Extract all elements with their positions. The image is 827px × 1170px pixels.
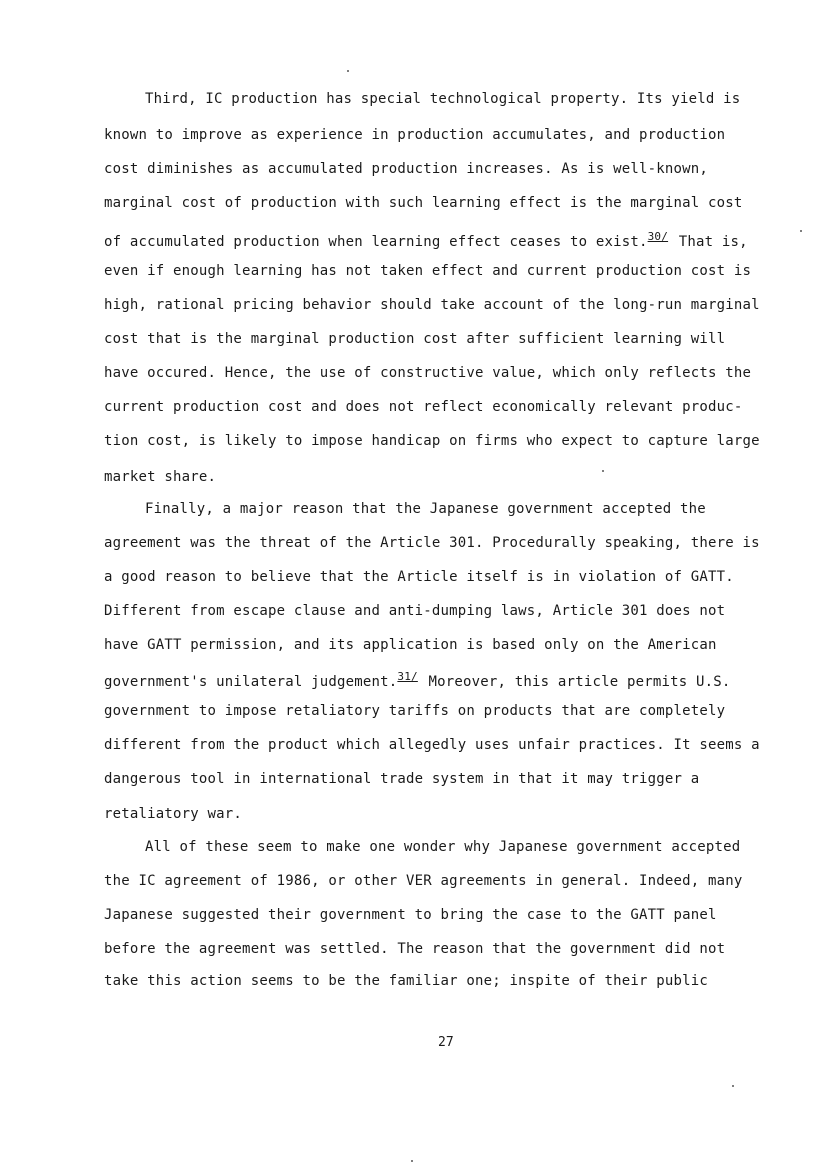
text-line: Japanese suggested their government to bring the case to the GATT panel xyxy=(104,907,717,923)
text-line-with-footnote xyxy=(104,228,748,251)
text-line: dangerous tool in international trade system in that it may trigger a xyxy=(104,771,700,787)
text-line: Third, IC production has special technological property. Its yield is xyxy=(145,91,741,107)
text-line: different from the product which allegedly uses unfair practices. It seems a xyxy=(104,737,760,753)
text-line: marginal cost of production with such learning effect is the marginal cost xyxy=(104,195,743,211)
scan-speck xyxy=(602,470,604,472)
text-line: have GATT permission, and its application is based only on the American xyxy=(104,637,717,653)
text-line: tion cost, is likely to impose handicap on firms who expect to capture large xyxy=(104,433,760,449)
text-line: Different from escape clause and anti-dumping laws, Article 301 does not xyxy=(104,603,726,619)
text-line: market share. xyxy=(104,469,217,485)
text-line: government to impose retaliatory tariffs on products that are completely xyxy=(104,703,726,719)
text-line-with-footnote xyxy=(104,668,731,691)
text-line: a good reason to believe that the Article itself is in violation of GATT. xyxy=(104,569,734,585)
text-segment: That is, xyxy=(678,234,748,250)
text-line: All of these seem to make one wonder why Japanese government accepted xyxy=(145,839,741,855)
text-line: current production cost and does not reflect economically relevant produc- xyxy=(104,399,743,415)
text-line: the IC agreement of 1986, or other VER agreements in general. Indeed, many xyxy=(104,873,743,889)
page-number: 27 xyxy=(438,1035,454,1050)
text-line: retaliatory war. xyxy=(104,806,243,822)
text-line: before the agreement was settled. The reason that the government did not xyxy=(104,941,726,957)
text-segment: government's unilateral judgement. xyxy=(104,674,398,690)
text-line: take this action seems to be the familiar one; inspite of their public xyxy=(104,973,709,989)
text-line: have occured. Hence, the use of constructive value, which only reflects the xyxy=(104,365,752,381)
text-line: high, rational pricing behavior should take account of the long-run marginal xyxy=(104,297,760,313)
text-line: cost that is the marginal production cost after sufficient learning will xyxy=(104,331,726,347)
footnote-marker-31: 31/ xyxy=(397,670,418,683)
text-line: known to improve as experience in production accumulates, and production xyxy=(104,127,726,143)
text-line: Finally, a major reason that the Japanese government accepted the xyxy=(145,501,706,517)
text-segment: of accumulated production when learning effect ceases to exist. xyxy=(104,234,648,250)
scan-speck xyxy=(411,1160,413,1162)
text-segment: Moreover, this article permits U.S. xyxy=(428,674,731,690)
text-line: agreement was the threat of the Article 301. Procedurally speaking, there is xyxy=(104,535,760,551)
footnote-marker-30: 30/ xyxy=(647,230,669,243)
scan-speck xyxy=(732,1085,734,1087)
scan-speck xyxy=(347,70,349,72)
text-line: even if enough learning has not taken effect and current production cost is xyxy=(104,263,752,279)
text-line: cost diminishes as accumulated production increases. As is well-known, xyxy=(104,161,709,177)
scan-speck xyxy=(800,230,802,232)
